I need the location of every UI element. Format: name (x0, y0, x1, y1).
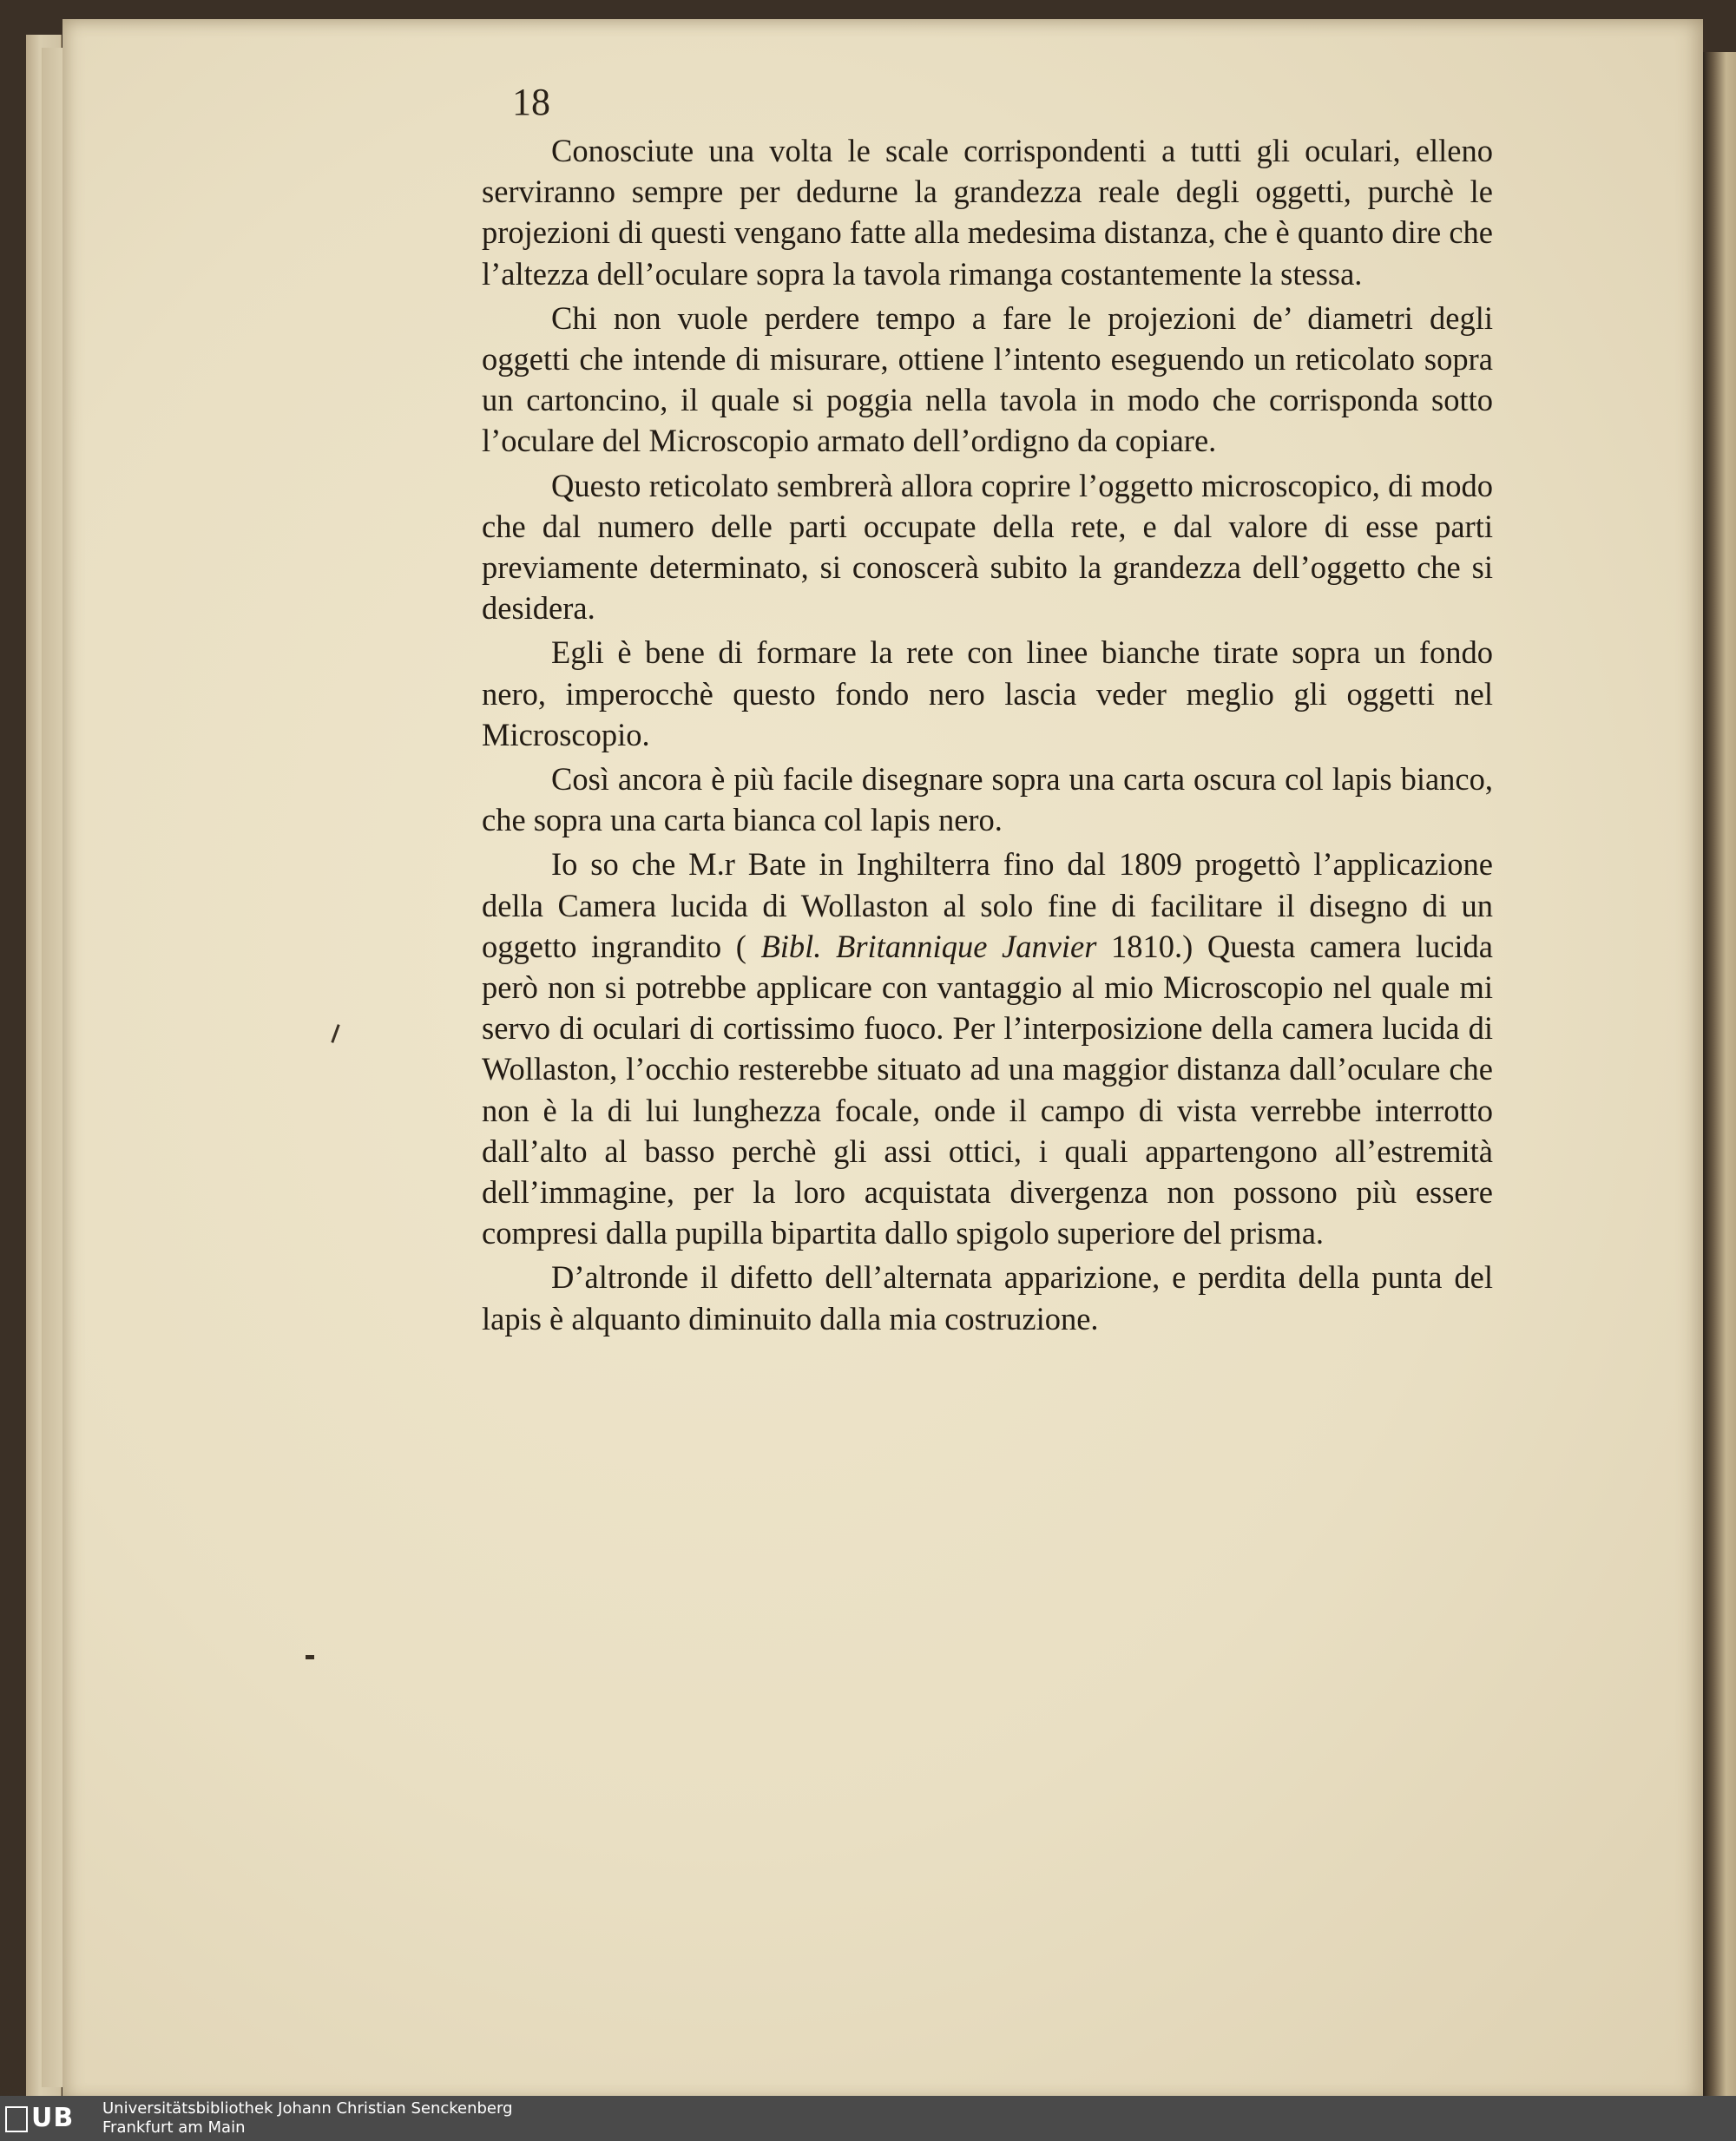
bibliographic-reference: Bibl. Britannique Janvier (760, 928, 1097, 964)
paragraph-4: Egli è bene di formare la rete con linee bianche tirate sopra un fondo nero, imperocchè questo fondo nero lascia veder meglio gli oggetti nel Microscopio. (482, 634, 1493, 752)
paragraph-6 (482, 844, 1493, 1253)
library-logo-text: UB (31, 2103, 75, 2133)
page-number: 18 (512, 81, 550, 123)
paragraph-7: D’altronde il difetto dell’alternata apparizione, e perdita della punta del lapis è alquanto diminuito dalla mia costruzione. (482, 1259, 1493, 1336)
body-text (482, 130, 1493, 1343)
paragraph-5: Così ancora è più facile disegnare sopra una carta oscura col lapis bianco, che sopra una carta bianca col lapis nero. (482, 761, 1493, 838)
facing-page-edge (1703, 52, 1736, 2118)
reference-year: 1810.) (1096, 928, 1207, 964)
paragraph-6-start: Io so che M.r Bate in Inghilterra fino dal 1809 progettò l’applicazione della Camera lucida di Wollaston al solo fine di facilitare il disegno di un oggetto ingrandito ( (482, 846, 1493, 964)
paragraph-2: Chi non vuole perdere tempo a fare le projezioni de’ diametri degli oggetti che intende di misurare, ottiene l’intento eseguendo un reticolato sopra un cartoncino, il quale si poggia nella tavola in modo che corrisponda sotto l’oculare del Microscopio armato dell’ordigno da copiare. (482, 299, 1493, 459)
library-location: Frankfurt am Main (102, 2118, 246, 2137)
paragraph-1: Conosciute una volta le scale corrispondenti a tutti gli oculari, elleno serviranno sempre per dedurne la grandezza reale degli oggetti, purchè le projezioni di questi vengano fatte alla medesima distanza, che è quanto dire che l’altezza dell’oculare sopra la tavola rimanga costantemente la stessa. (482, 133, 1493, 292)
library-logo-icon (5, 2106, 28, 2132)
footer-bar (0, 2096, 1736, 2141)
library-name: Universitätsbibliothek Johann Christian Senckenberg (102, 2099, 513, 2118)
library-credit (102, 2099, 513, 2138)
paragraph-6-end: Questa camera lucida però non si potrebbe applicare con vantaggio al mio Microscopio nel quale mi servo di oculari di cortissimo fuoco. Per l’interposizione della camera lucida di Wollaston, l’occhio resterebbe situato ad una maggior distanza dall’oculare che non è la di lui lunghezza focale, onde il campo di vista verrebbe interrotto dall’alto al basso perchè gli assi ottici, i quali appartengono all’estremità dell’immagine, per la loro acquistata divergenza non possono più essere compresi dalla pupilla bipartita dallo spigolo superiore del prisma. (482, 928, 1494, 1251)
library-logo (5, 2101, 89, 2136)
paragraph-3: Questo reticolato sembrerà allora coprire l’oggetto microscopico, di modo che dal numero delle parti occupate della rete, e dal valore di esse parti previamente determinato, si conoscerà subito la grandezza dell’oggetto che si desidera. (482, 467, 1493, 627)
margin-dot-mark (306, 1655, 314, 1659)
